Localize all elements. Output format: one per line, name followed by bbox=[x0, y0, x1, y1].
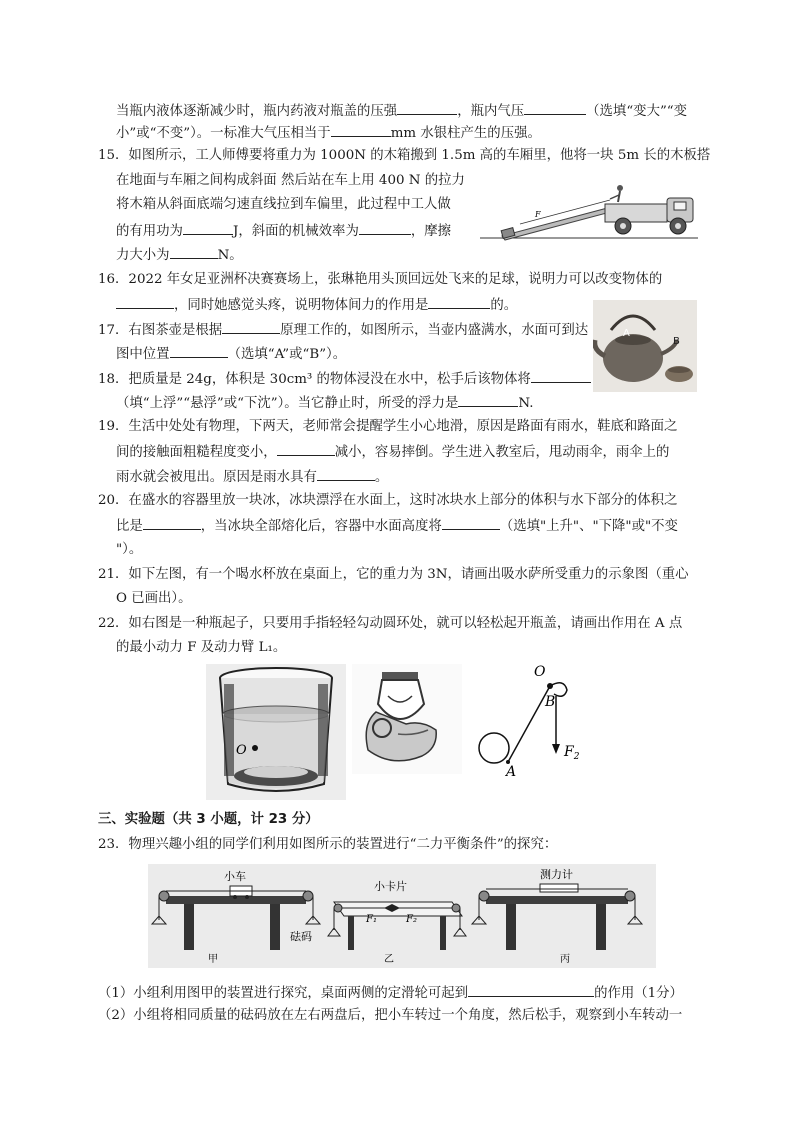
question-19-line-2 bbox=[116, 441, 669, 463]
answer-blank[interactable] bbox=[428, 294, 490, 309]
answer-blank[interactable] bbox=[183, 220, 233, 235]
question-22-line-2 bbox=[116, 638, 286, 658]
text: 当瓶内液体逐渐减少时，瓶内药液对瓶盖的压强 bbox=[116, 104, 398, 119]
answer-blank[interactable] bbox=[531, 368, 591, 383]
text: 的有用功为 bbox=[116, 224, 183, 239]
question-19-line-1 bbox=[98, 417, 677, 437]
question-21-line-1 bbox=[98, 565, 689, 585]
spring-scale-label: 测力计 bbox=[540, 868, 573, 881]
question-15-line-3 bbox=[116, 195, 451, 215]
text: O 已画出）。 bbox=[116, 591, 192, 606]
text: （选填“A”或“B”）。 bbox=[227, 347, 347, 362]
text: 17．右图茶壶是根据 bbox=[98, 323, 223, 338]
equilibrium-experiment-figure bbox=[148, 864, 656, 968]
center-of-gravity-label: O bbox=[236, 743, 247, 758]
section-heading bbox=[98, 810, 319, 830]
figure-yi-label: 乙 bbox=[384, 954, 394, 965]
bottle-opener-figure bbox=[352, 664, 462, 774]
question-21-line-2 bbox=[116, 589, 192, 609]
cart-label: 小车 bbox=[224, 870, 246, 883]
force-f2-exp-label: F₂ bbox=[406, 914, 417, 925]
weights-label: 砝码 bbox=[290, 930, 312, 943]
force-f1-label: F₁ bbox=[366, 914, 377, 925]
text: 19．生活中处处有物理，下两天，老师常会提醒学生小心地滑，原因是路面有雨水，鞋底和路面之 bbox=[98, 419, 678, 434]
question-23-line-1 bbox=[98, 835, 557, 855]
question-15-line-2 bbox=[116, 171, 465, 191]
figure-jia-label: 甲 bbox=[208, 954, 218, 965]
text: （1）小组利用图甲的装置进行探究，桌面两侧的定滑轮可起到 bbox=[98, 986, 469, 1001]
text: （填“上浮”“悬浮”或“下沈”）。当它静止时，所受的浮力是 bbox=[116, 396, 459, 411]
label-b: B bbox=[673, 336, 680, 347]
question-20-line-1 bbox=[98, 491, 677, 511]
point-b-label: B bbox=[545, 694, 556, 710]
text: 减小，容易摔倒。学生进入教室后，甩动雨伞，雨伞上的 bbox=[334, 445, 670, 460]
line-continuation-2 bbox=[116, 122, 541, 144]
text: ，当冰块全部熔化后，容器中水面高度将 bbox=[200, 519, 442, 534]
lever-diagram bbox=[468, 664, 588, 780]
text: 21．如下左图，有一个喝水杯放在桌面上，它的重力为 3N，请画出吸水萨所受重力的示象图（重心 bbox=[98, 567, 689, 582]
label-a: A bbox=[623, 328, 630, 339]
answer-blank[interactable] bbox=[397, 100, 457, 115]
teapot-figure bbox=[593, 300, 697, 392]
text: 。 bbox=[374, 470, 389, 485]
question-17-line-2 bbox=[116, 343, 346, 365]
answer-blank[interactable] bbox=[143, 515, 201, 530]
question-22-line-1 bbox=[98, 614, 682, 634]
text: 18．把质量是 24g，体积是 30cm³ 的物体浸没在水中，松手后该物体将 bbox=[98, 372, 531, 387]
force-f2-letter: F bbox=[564, 744, 574, 760]
ramp-truck-figure bbox=[480, 180, 700, 242]
text: 比是 bbox=[116, 519, 143, 534]
text: （2）小组将相同质量的砝码放在左右两盘后，把小车转过一个角度，然后松手，观察到小车转动一 bbox=[98, 1008, 683, 1023]
line-continuation-1 bbox=[116, 100, 687, 122]
text: 小”或“不变”）。一标准大气压相当于 bbox=[116, 126, 331, 141]
answer-blank[interactable] bbox=[170, 343, 228, 358]
text: 的作用（1分） bbox=[594, 986, 683, 1001]
point-a-label: A bbox=[506, 764, 517, 780]
answer-blank[interactable] bbox=[458, 392, 518, 407]
text: （选填“变大”“变 bbox=[586, 104, 688, 119]
question-16-line-1 bbox=[98, 270, 662, 290]
force-f2-subscript: 2 bbox=[573, 752, 580, 762]
answer-blank[interactable] bbox=[170, 244, 218, 259]
text: ，摩擦 bbox=[410, 224, 452, 239]
text: 雨水就会被甩出。原因是雨水具有 bbox=[116, 470, 317, 485]
figure-bing-label: 丙 bbox=[560, 954, 570, 965]
answer-blank[interactable] bbox=[442, 515, 500, 530]
question-17-line-1 bbox=[98, 319, 588, 341]
question-15-line-4 bbox=[116, 220, 451, 242]
force-label: F bbox=[535, 210, 541, 219]
text: ，同时她感觉头疼，说明物体间力的作用是 bbox=[174, 298, 429, 313]
text: 的最小动力 F 及动力臂 L₁。 bbox=[116, 640, 287, 655]
question-23-part-2 bbox=[98, 1006, 682, 1026]
text: 20．在盛水的容器里放一块冰，冰块漂浮在水面上，这时冰块水上部分的体积与水下部分的体积之 bbox=[98, 493, 678, 508]
answer-blank[interactable] bbox=[359, 220, 411, 235]
question-18-line-1 bbox=[98, 368, 591, 390]
question-16-line-2 bbox=[116, 294, 517, 316]
question-15-line-5 bbox=[116, 244, 243, 266]
text: 原理工作的，如图所示，当壶内盛满水，水面可到达 bbox=[280, 323, 589, 338]
text: 间的接触面粗糙程度变小， bbox=[116, 445, 277, 460]
text: 23．物理兴趣小组的同学们利用如图所示的装置进行“二力平衡条件”的探究： bbox=[98, 837, 558, 852]
text: 力大小为 bbox=[116, 248, 170, 263]
water-glass-figure bbox=[206, 664, 346, 800]
text: "）。 bbox=[116, 542, 143, 557]
text: 16．2022 年女足亚洲杯决赛赛场上，张琳艳用头顶回远处飞来的足球，说明力可以改变物体的 bbox=[98, 272, 663, 287]
answer-blank[interactable] bbox=[222, 319, 280, 334]
question-20-line-3 bbox=[116, 540, 142, 560]
force-f2-label bbox=[563, 744, 580, 762]
text: 15．如图所示，工人师傅要将重力为 1000N 的木箱搬到 1.5m 高的车厢里，他将一块 5m 长的木板搭 bbox=[98, 148, 711, 163]
question-23-part-1 bbox=[98, 982, 683, 1004]
question-19-line-3 bbox=[116, 466, 388, 488]
question-18-line-2 bbox=[116, 392, 533, 414]
question-20-line-2 bbox=[116, 515, 678, 537]
text: N。 bbox=[217, 248, 243, 263]
text: 将木箱从斜面底端匀速直线拉到车偏里，此过程中工人做 bbox=[116, 197, 451, 212]
pivot-label: O bbox=[534, 664, 546, 680]
answer-blank[interactable] bbox=[468, 982, 594, 997]
answer-blank[interactable] bbox=[277, 441, 335, 456]
answer-blank[interactable] bbox=[331, 122, 391, 137]
answer-blank[interactable] bbox=[317, 466, 375, 481]
text: 在地面与车厢之间构成斜面 然后站在车上用 400 N 的拉力 bbox=[116, 173, 465, 188]
text: （选填"上升"、"下降"或"不变 bbox=[499, 519, 678, 534]
text: 图中位置 bbox=[116, 347, 170, 362]
card-label: 小卡片 bbox=[374, 880, 407, 893]
answer-blank[interactable] bbox=[524, 100, 586, 115]
text: N. bbox=[518, 396, 534, 411]
text: 三、实验题（共 3 小题，计 23 分） bbox=[98, 812, 319, 827]
text: J，斜面的机械效率为 bbox=[232, 224, 359, 239]
text: 的。 bbox=[490, 298, 518, 313]
text: ，瓶内气压 bbox=[457, 104, 525, 119]
text: 22．如右图是一种瓶起子，只要用手指轻轻勾动圆环处，就可以轻松起开瓶盖，请画出作用在 A 点 bbox=[98, 616, 683, 631]
question-15-line-1 bbox=[98, 146, 710, 166]
answer-blank[interactable] bbox=[116, 294, 174, 309]
text: mm 水银柱产生的压强。 bbox=[390, 126, 541, 141]
